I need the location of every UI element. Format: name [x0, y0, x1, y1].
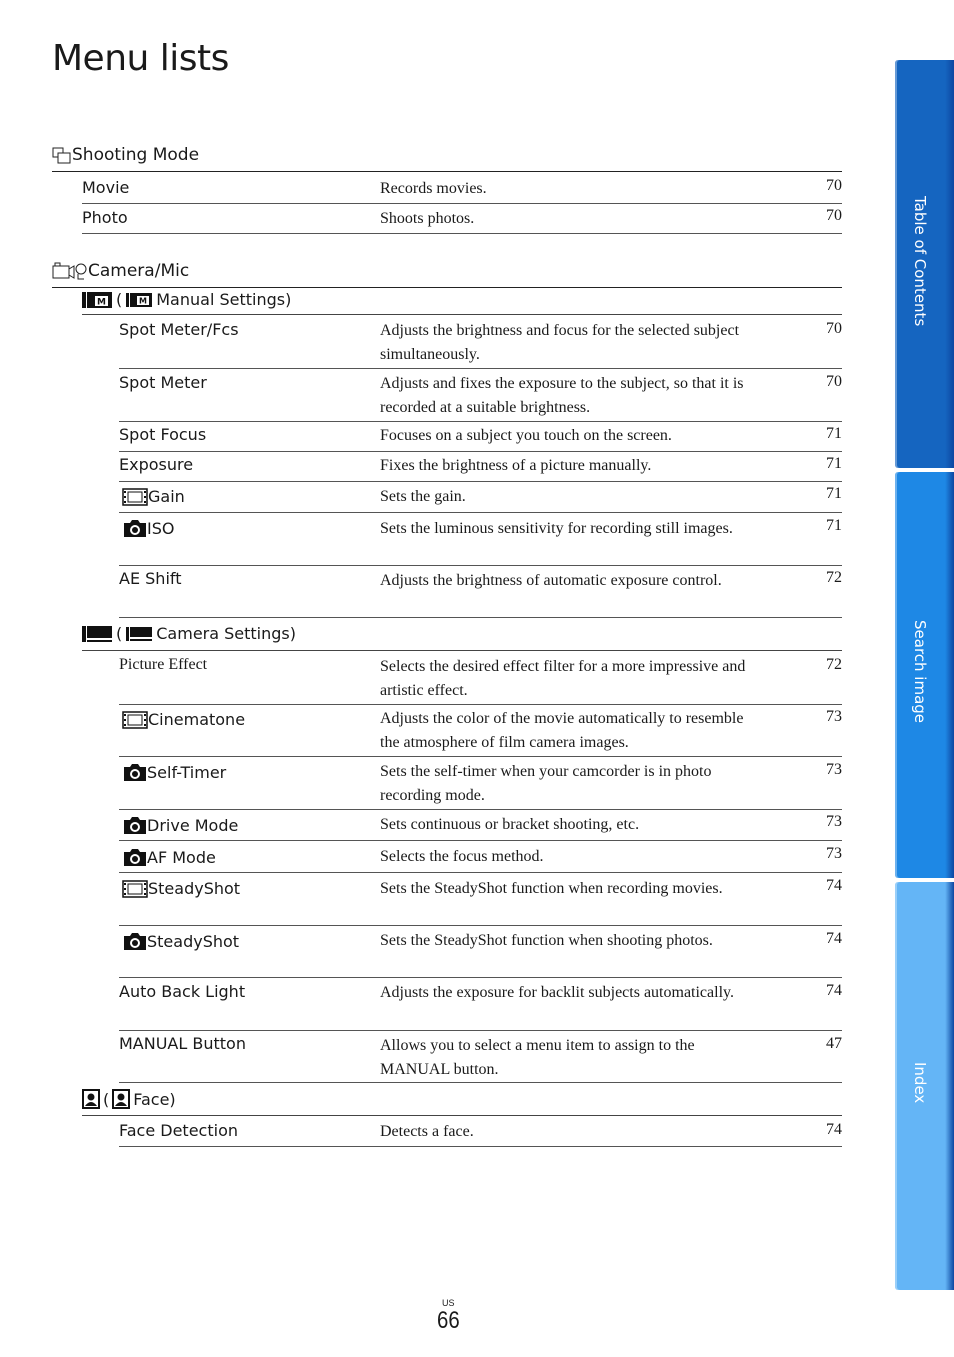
side-tabs [895, 60, 954, 1290]
menu-item-iso [123, 518, 174, 538]
menu-item-cinematone [122, 710, 245, 729]
page-ref[interactable]: 70 [826, 177, 842, 194]
page-ref[interactable]: 73 [826, 813, 842, 830]
shooting-mode-icon [52, 147, 72, 165]
photo-icon [123, 847, 147, 867]
menu-item-desc: Selects the desired effect filter for a more impressive and artistic effect. [380, 658, 746, 699]
menu-item-desc: Focuses on a subject you touch on the screen. [380, 427, 672, 444]
page-number: 66 [437, 1307, 460, 1334]
menu-item-drive-mode [123, 815, 238, 835]
menu-item-desc: Adjusts the brightness of automatic exposure control. [380, 572, 722, 589]
divider [52, 171, 842, 172]
menu-item-name: Auto Back Light [119, 982, 246, 1001]
page-ref[interactable]: 72 [826, 569, 842, 586]
menu-item-name: Gain [148, 487, 185, 506]
divider [82, 1115, 842, 1116]
subheading-camera-settings [82, 624, 296, 643]
menu-item-desc: Sets the SteadyShot function when recording movies. [380, 880, 723, 897]
page-ref[interactable]: 74 [826, 982, 842, 999]
divider [119, 704, 842, 705]
menu-item-name: Spot Meter/Fcs [119, 320, 239, 339]
page-ref[interactable]: 70 [826, 207, 842, 224]
photo-icon [123, 762, 147, 782]
movie-icon [122, 880, 148, 898]
page-ref[interactable]: 73 [826, 845, 842, 862]
section-title: Camera/Mic [88, 261, 190, 281]
divider [119, 1082, 842, 1083]
divider [119, 565, 842, 566]
menu-item-desc: Adjusts the brightness and focus for the selected subject simultaneously. [380, 322, 740, 363]
menu-item-name: Photo [82, 208, 128, 227]
menu-item-desc: Allows you to select a menu item to assign to the MANUAL button. [380, 1037, 695, 1078]
divider [82, 233, 842, 234]
page-ref[interactable]: 73 [826, 708, 842, 725]
face-icon [82, 1089, 100, 1109]
section-heading-camera-mic [52, 261, 189, 281]
divider [52, 287, 842, 288]
region-code: US [442, 1298, 455, 1308]
svg-text:M: M [139, 296, 148, 305]
face-icon [112, 1089, 130, 1109]
divider [119, 809, 842, 810]
page-ref[interactable]: 73 [826, 761, 842, 778]
menu-item-desc: Sets the luminous sensitivity for recording still images. [380, 520, 733, 537]
page-ref[interactable]: 71 [826, 485, 842, 502]
divider [119, 1030, 842, 1031]
menu-item-steadyshot-photo [123, 931, 239, 951]
paren: ( [116, 624, 123, 643]
menu-item-name: Cinematone [148, 710, 246, 729]
menu-item-name: Exposure [119, 455, 194, 474]
menu-item-desc: Adjusts the exposure for backlit subjects automatically. [380, 984, 734, 1001]
page-ref[interactable]: 70 [826, 373, 842, 390]
menu-item-desc: Adjusts and fixes the exposure to the subject, so that it is recorded at a suitable brightness. [380, 375, 744, 416]
menu-item-desc: Detects a face. [380, 1123, 474, 1140]
menu-item-desc: Fixes the brightness of a picture manually. [380, 457, 652, 474]
divider [119, 451, 842, 452]
menu-item-desc: Selects the focus method. [380, 848, 544, 865]
divider [119, 512, 842, 513]
subheading-manual-settings [82, 290, 291, 309]
movie-icon [122, 488, 148, 506]
menu-item-steadyshot-movie [122, 879, 240, 898]
camera-mic-icon [52, 261, 88, 281]
divider [119, 977, 842, 978]
menu-item-name: MANUAL Button [119, 1034, 246, 1053]
menu-item-desc: Adjusts the color of the movie automatically to resemble the atmosphere of film camera images. [380, 710, 744, 751]
menu-item-name: SteadyShot [148, 879, 241, 898]
menu-item-desc: Sets the SteadyShot function when shooting photos. [380, 932, 713, 949]
divider [82, 650, 842, 651]
divider [119, 840, 842, 841]
menu-item-name: ISO [147, 518, 175, 538]
page-ref[interactable]: 71 [826, 425, 842, 442]
tab-search-image[interactable] [895, 472, 954, 878]
menu-item-name: Movie [82, 178, 130, 197]
tab-label: Table of Contents [911, 196, 929, 327]
divider [119, 872, 842, 873]
divider [119, 756, 842, 757]
paren: ( [116, 290, 123, 309]
tab-label: Search image [911, 620, 929, 724]
page-ref[interactable]: 71 [826, 455, 842, 472]
divider [119, 925, 842, 926]
tab-label: Index [911, 1062, 929, 1104]
subheading-label: Camera Settings) [156, 624, 296, 643]
photo-icon [123, 815, 147, 835]
menu-item-desc: Sets the self-timer when your camcorder is in photo recording mode. [380, 763, 712, 804]
menu-item-self-timer [123, 762, 226, 782]
menu-item-gain [122, 487, 185, 506]
page-title: Menu lists [52, 38, 229, 79]
divider [119, 1146, 842, 1147]
menu-item-name: Face Detection [119, 1121, 238, 1140]
menu-item-desc: Sets continuous or bracket shooting, etc. [380, 816, 640, 833]
menu-item-name: Self-Timer [147, 762, 227, 782]
camera-settings-icon [126, 626, 152, 642]
menu-item-name: Picture Effect [119, 656, 208, 673]
photo-icon [123, 518, 147, 538]
menu-item-desc: Shoots photos. [380, 210, 475, 227]
menu-item-desc: Records movies. [380, 180, 487, 197]
divider [119, 481, 842, 482]
page-ref[interactable]: 72 [826, 656, 842, 673]
divider [82, 203, 842, 204]
divider [82, 314, 842, 315]
section-title: Shooting Mode [72, 145, 200, 165]
page-ref[interactable]: 74 [826, 877, 842, 894]
svg-text:M: M [97, 297, 106, 307]
menu-item-name: AE Shift [119, 569, 182, 588]
manual-settings-icon [126, 292, 152, 308]
menu-item-af-mode [123, 847, 216, 867]
menu-item-name: Spot Focus [119, 425, 207, 444]
menu-item-name: Spot Meter [119, 373, 207, 392]
photo-icon [123, 931, 147, 951]
divider [119, 421, 842, 422]
divider [119, 617, 842, 618]
page-ref[interactable]: 74 [826, 1121, 842, 1138]
tab-index[interactable] [895, 882, 954, 1290]
movie-icon [122, 711, 148, 729]
menu-item-desc: Sets the gain. [380, 488, 466, 505]
page-ref[interactable]: 74 [826, 930, 842, 947]
page-ref[interactable]: 47 [826, 1035, 842, 1052]
manual-settings-icon [82, 291, 112, 309]
section-heading-shooting-mode [52, 145, 199, 165]
paren: ( [103, 1089, 110, 1109]
menu-item-name: SteadyShot [147, 931, 240, 951]
menu-item-name: AF Mode [147, 847, 216, 867]
subheading-label: Face) [133, 1089, 176, 1109]
page-ref[interactable]: 70 [826, 320, 842, 337]
camera-settings-icon [82, 625, 112, 643]
page-ref[interactable]: 71 [826, 517, 842, 534]
subheading-label: Manual Settings) [156, 290, 292, 309]
tab-table-of-contents[interactable] [895, 60, 954, 468]
subheading-face [82, 1089, 176, 1109]
divider [119, 368, 842, 369]
menu-item-name: Drive Mode [147, 815, 239, 835]
